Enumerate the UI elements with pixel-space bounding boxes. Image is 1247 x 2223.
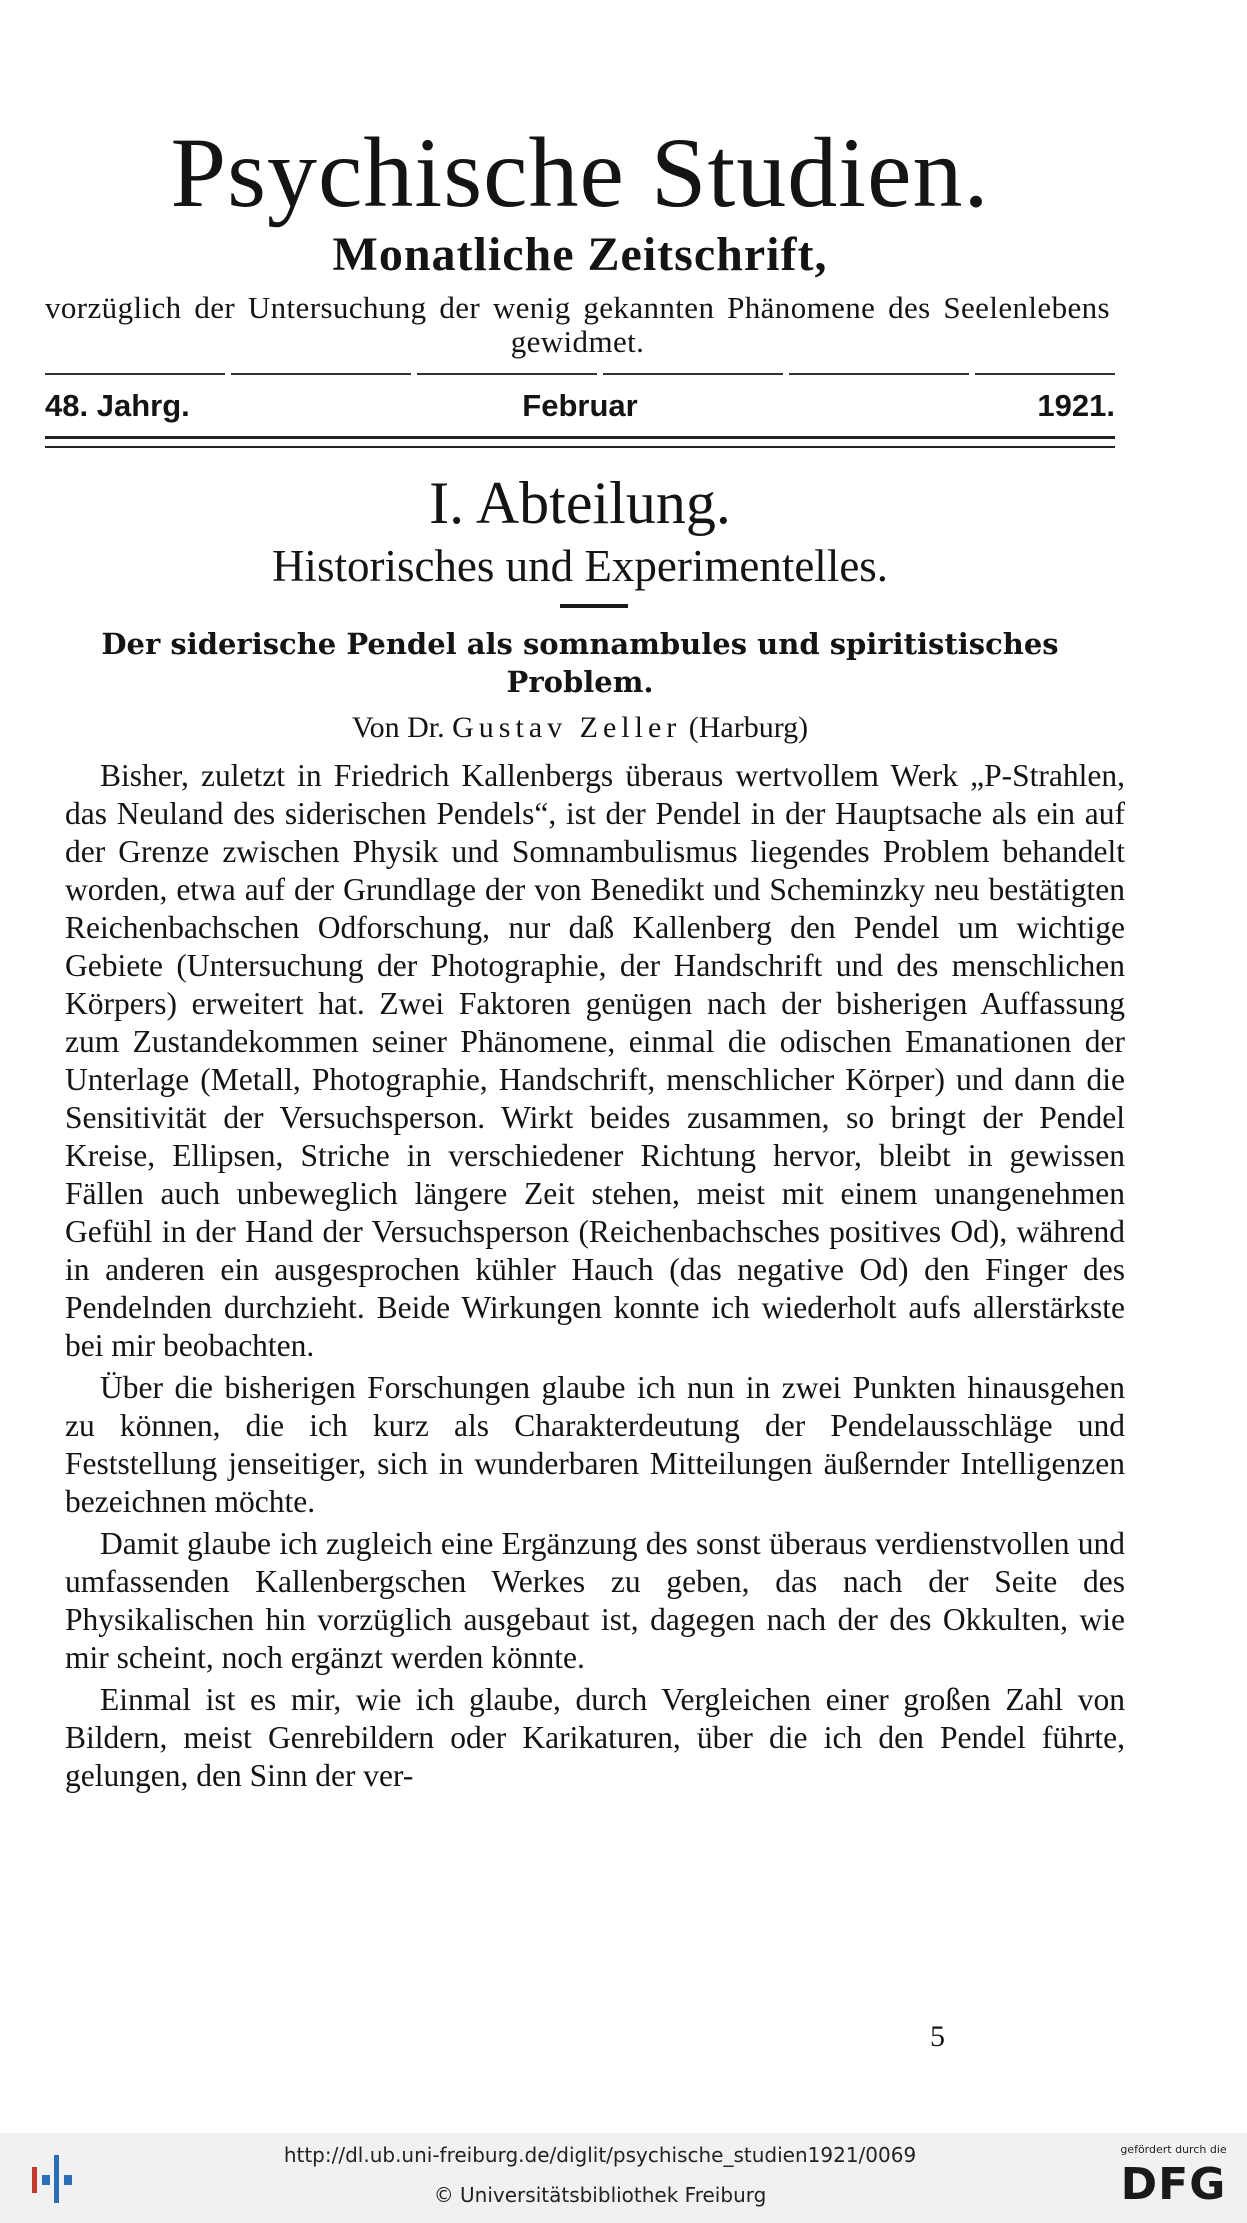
funding-note: gefördert durch die bbox=[1120, 2143, 1227, 2156]
issue-month: Februar bbox=[522, 388, 638, 423]
page-number: 5 bbox=[930, 2020, 945, 2053]
body-paragraph: Bisher, zuletzt in Friedrich Kallenbergs überaus wertvollem Werk „P-Strahlen, das Neuland des siderischen Pendels“, ist der Pendel in der Hauptsache als ein auf der Grenze zwischen Physik und Somnambulismus liegendes Problem behandelt worden, etwa auf der Grundlage der von Benedikt und Scheminzky neu bestätigten Reichenbachschen Odforschung, nur daß Kallenberg den Pendel um wichtige Gebiete (Untersuchung der Photographie, der Handschrift und des menschlichen Körpers) erweitert hat. Zwei Faktoren genügen nach der bisherigen Auffassung zum Zustandekommen seiner Phänomene, einmal die odischen Emanationen der Unterlage (Metall, Photographie, Handschrift, menschlicher Körper) und dann die Sensitivität der Versuchsperson. Wirkt beides zusammen, so bringt der Pendel Kreise, Ellipsen, Striche in verschiedener Richtung hervor, bleibt in gewissen Fällen auch unbeweglich längere Zeit stehen, meist mit einem unangenehmen Gefühl in der Hand der Versuchsperson (Reichenbachsches positives Od), während in anderen ein ausgesprochen kühler Hauch (das negative Od) den Finger des Pendelnden durchzieht. Beide Wirkungen konnte ich wiederholt aufs allerstärkste bei mir beobachten. bbox=[65, 758, 1125, 1363]
journal-subtitle: Monatliche Zeitschrift, bbox=[332, 228, 828, 281]
journal-title: Psychische Studien. bbox=[170, 117, 990, 228]
section-heading: Historisches und Experimentelles. bbox=[271, 541, 889, 591]
permalink-url[interactable]: http://dl.ub.uni-freiburg.de/diglit/psychische_studien1921/0069 bbox=[283, 2143, 917, 2167]
body-paragraph: Damit glaube ich zugleich eine Ergänzung des sonst überaus verdienstvollen und umfassenden Kallenbergschen Werkes zu geben, das nach der Seite des Physikalischen hin vorzüglich ausgebaut ist, dagegen nach der des Okkulten, wie mir scheint, noch ergänzt werden könnte. bbox=[65, 1526, 1125, 1675]
author-location: (Harburg) bbox=[688, 711, 809, 744]
article-body bbox=[65, 757, 1125, 1795]
issue-info-bar bbox=[45, 383, 1115, 429]
section-divider bbox=[560, 604, 628, 608]
issue-year: 1921. bbox=[1037, 388, 1115, 423]
article-title: Der siderische Pendel als somnambules und spiritistisches Problem. bbox=[101, 627, 1059, 699]
volume-year: 48. Jahrg. bbox=[45, 388, 190, 423]
author-name: Gustav Zeller bbox=[452, 711, 682, 744]
byline-prefix: Von Dr. bbox=[351, 711, 445, 744]
journal-description: vorzüglich der Untersuchung der wenig gekannten Phänomene des Seelenlebens gewidmet. bbox=[45, 290, 1110, 359]
viewer-footer bbox=[0, 2133, 1247, 2223]
section-number: I. Abteilung. bbox=[429, 470, 731, 536]
header-double-rule-top bbox=[45, 436, 1115, 439]
header-divider bbox=[45, 373, 1115, 375]
dfg-logo: DFG bbox=[1120, 2159, 1227, 2210]
article-byline bbox=[0, 707, 1160, 749]
header-double-rule-bottom bbox=[45, 446, 1115, 448]
body-paragraph: Über die bisherigen Forschungen glaube ich nun in zwei Punkten hinausgehen zu können, die ich kurz als Charakterdeutung der Pendelausschläge und Feststellung jenseitiger, sich in wunderbaren Mitteilungen äußernder Intelligenzen bezeichnen möchte. bbox=[65, 1370, 1125, 1519]
library-logo-icon bbox=[28, 2153, 78, 2205]
copyright-notice: © Universitätsbibliothek Freiburg bbox=[433, 2183, 767, 2207]
body-paragraph: Einmal ist es mir, wie ich glaube, durch Vergleichen einer großen Zahl von Bildern, meist Genrebildern oder Karikaturen, über die ich den Pendel führte, gelungen, den Sinn der ver- bbox=[65, 1682, 1125, 1793]
